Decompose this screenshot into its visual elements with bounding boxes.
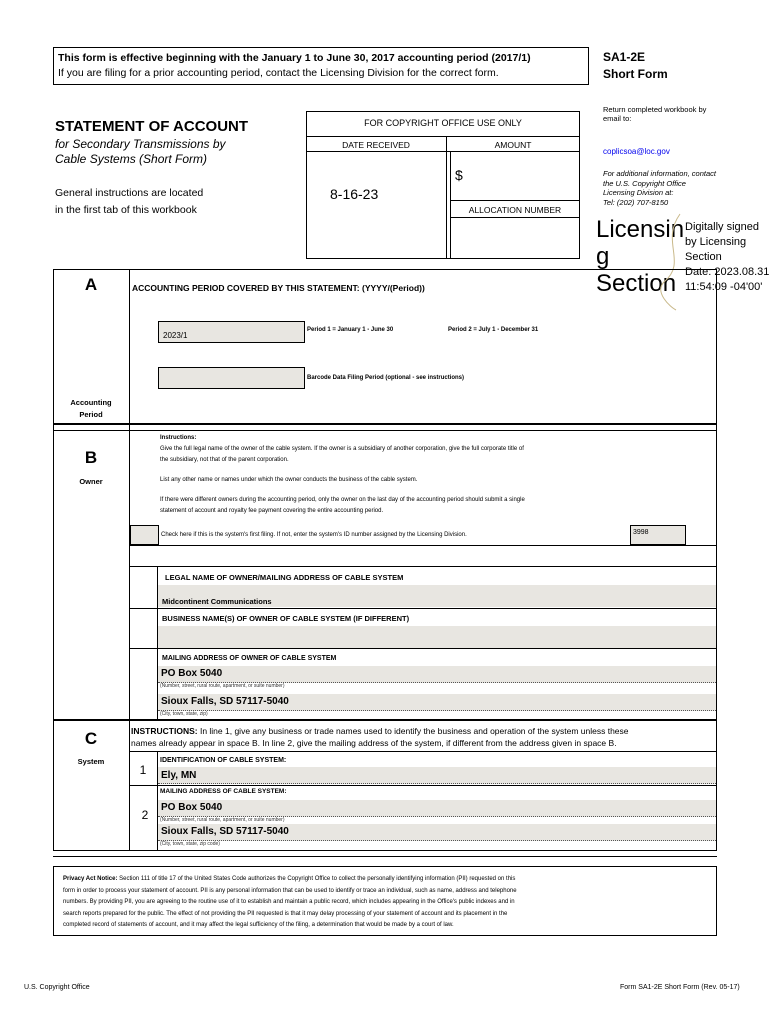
signature-big-3: Section (596, 270, 677, 297)
accounting-period-value: 2023/1 (163, 331, 188, 340)
system-instructions-text-2: names already appear in space B. In line 2, give the mailing address of the system, if different from the address given in space B. (131, 738, 617, 748)
legal-name-input[interactable] (158, 585, 716, 607)
privacy-line-1: Section 111 of title 17 of the United States Code authorizes the Copyright Office to collect the personally identifying information (PII) requested on this (117, 876, 516, 882)
signature-line-5: 11:54:09 -04'00' (685, 281, 763, 293)
footer-right: Form SA1-2E Short Form (Rev. 05-17) (620, 984, 740, 991)
system-id-name-input[interactable] (158, 767, 716, 784)
system-id-name-value: Ely, MN (161, 770, 197, 781)
system-city-input[interactable] (158, 824, 716, 841)
owner-mailing-label: MAILING ADDRESS OF OWNER OF CABLE SYSTEM (162, 655, 337, 662)
owner-instr-3b: statement of account and royalty fee payment covering the entire accounting period. (160, 508, 384, 514)
signature-line-2: by Licensing (685, 236, 747, 248)
system-street-input[interactable] (158, 800, 716, 817)
business-name-label: BUSINESS NAME(S) OF OWNER OF CABLE SYSTEM (IF DIFFERENT) (162, 614, 410, 623)
notice-line-1: This form is effective beginning with the January 1 to June 30, 2017 accounting period (2017/1) (58, 52, 531, 64)
signature-big-1: Licensin (596, 216, 685, 243)
first-filing-text: Check here if this is the system's first filing. If not, enter the system's ID number assigned by the Licensing Division. (161, 532, 467, 538)
owner-street-input[interactable] (158, 666, 716, 683)
owner-instructions (160, 433, 680, 517)
owner-city-hint: (City, town, state, zip) (160, 711, 208, 717)
date-received-label: DATE RECEIVED (342, 140, 410, 150)
additional-info (603, 169, 718, 207)
system-city-value: Sioux Falls, SD 57117-5040 (161, 826, 289, 837)
barcode-period-input[interactable] (158, 367, 305, 389)
privacy-line-3: numbers. By providing PII, you are agreeing to the routine use of it to establish and maintain a public record, which includes appearing in the Office's public indexes and in (63, 899, 515, 905)
system-id-label: IDENTIFICATION OF CABLE SYSTEM: (160, 757, 287, 764)
owner-instr-3a: If there were different owners during the accounting period, only the owner on the last day of the accounting period should submit a single (160, 497, 525, 503)
first-filing-checkbox[interactable] (130, 525, 159, 545)
system-city-hint: (City, town, state, zip code) (160, 841, 220, 847)
section-a-label-1: Accounting (70, 398, 112, 407)
amount-symbol: $ (455, 167, 463, 183)
page-title: STATEMENT OF ACCOUNT (55, 118, 249, 135)
section-a-label-2: Period (79, 410, 103, 419)
owner-instr-1b: the subsidiary, not that of the parent corporation. (160, 457, 289, 463)
section-a-letter: A (84, 275, 98, 294)
system-street-value: PO Box 5040 (161, 802, 223, 813)
return-info (603, 105, 718, 123)
legal-name-label: LEGAL NAME OF OWNER/MAILING ADDRESS OF CABLE SYSTEM (165, 573, 404, 582)
owner-instr-1a: Give the full legal name of the owner of the cable system. If the owner is a subsidiary of another corporation, give the full corporate title of (160, 446, 524, 452)
owner-street-hint: (Number, street, rural route, apartment, or suite number) (160, 683, 285, 689)
amount-label: AMOUNT (494, 140, 532, 150)
privacy-line-2: form in order to process your statement of account. PII is any personal information that can be used to identify or trace an individual, such as name, address and telephone (63, 887, 517, 894)
form-code: SA1-2E (603, 50, 646, 64)
signature-line-3: Section (685, 251, 722, 263)
section-b-label: Owner (79, 477, 103, 486)
return-text: Return completed workbook by email to: (603, 105, 707, 123)
allocation-number-label: ALLOCATION NUMBER (468, 205, 562, 215)
office-use-title: FOR COPYRIGHT OFFICE USE ONLY (364, 118, 522, 128)
additional-text: For additional information, contact the U.S. Copyright Office Licensing Division at: (603, 169, 716, 197)
signature-line-4: Date: 2023.08.31 (685, 266, 770, 278)
line-2-number: 2 (141, 808, 149, 822)
legal-name-value: Midcontinent Communications (162, 597, 272, 606)
privacy-notice (53, 866, 717, 936)
section-b-letter: B (84, 448, 98, 467)
owner-city-value: Sioux Falls, SD 57117-5040 (161, 696, 289, 707)
signature-big-2: g (596, 243, 610, 270)
owner-street-value: PO Box 5040 (161, 668, 223, 679)
accounting-period-input[interactable] (158, 321, 305, 343)
email-link[interactable]: coplicsoa@loc.gov (603, 147, 670, 156)
system-instructions (131, 725, 716, 749)
privacy-line-4: search reports prepared for the public. The effect of not providing the PII requested is that it may delay processing of your statement of account and its placement in the (63, 910, 508, 917)
system-instructions-bold: INSTRUCTIONS: (131, 726, 198, 736)
system-street-hint: (Number, street, rural route, apartment, or suite number) (160, 817, 285, 823)
system-id-value: 3998 (633, 529, 649, 536)
footer-left: U.S. Copyright Office (24, 984, 90, 991)
office-use-box (306, 111, 580, 259)
system-id-input[interactable] (630, 525, 686, 545)
barcode-label: Barcode Data Filing Period (optional - see instructions) (307, 375, 465, 381)
period-2-label: Period 2 = July 1 - December 31 (448, 327, 539, 333)
period-1-label: Period 1 = January 1 - June 30 (307, 327, 394, 333)
date-received-value[interactable]: 8-16-23 (330, 186, 379, 202)
general-instructions-2: in the first tab of this workbook (55, 204, 197, 216)
privacy-bold: Privacy Act Notice: (63, 876, 118, 882)
system-instructions-text-1: In line 1, give any business or trade names used to identify the business and operation of the system unless these (197, 726, 629, 736)
section-c-label: System (77, 757, 105, 766)
owner-instructions-title: Instructions: (160, 435, 197, 441)
notice-line-2: If you are filing for a prior accounting period, contact the Licensing Division for the correct form. (58, 67, 499, 79)
line-1-number: 1 (139, 763, 147, 777)
privacy-line-5: completed record of statements of account, and it may affect the legal sufficiency of the filing, a determination that would be made by a court of law. (63, 922, 454, 928)
tel-text: Tel: (202) 707-8150 (603, 197, 669, 207)
section-c-letter: C (84, 729, 98, 748)
signature-line-1: Digitally signed (685, 221, 759, 233)
business-name-input[interactable] (158, 626, 716, 648)
form-name: Short Form (603, 67, 668, 81)
owner-instr-2: List any other name or names under which the owner conducts the business of the cable system. (160, 477, 418, 483)
subtitle-line-2: Cable Systems (Short Form) (55, 152, 208, 166)
effective-notice (53, 47, 589, 85)
accounting-period-heading: ACCOUNTING PERIOD COVERED BY THIS STATEMENT: (YYYY/(Period)) (132, 283, 425, 293)
subtitle-line-1: for Secondary Transmissions by (55, 137, 226, 151)
owner-city-input[interactable] (158, 694, 716, 711)
system-mailing-label: MAILING ADDRESS OF CABLE SYSTEM: (160, 788, 287, 795)
general-instructions-1: General instructions are located (55, 187, 204, 199)
section-a-label (53, 397, 129, 421)
